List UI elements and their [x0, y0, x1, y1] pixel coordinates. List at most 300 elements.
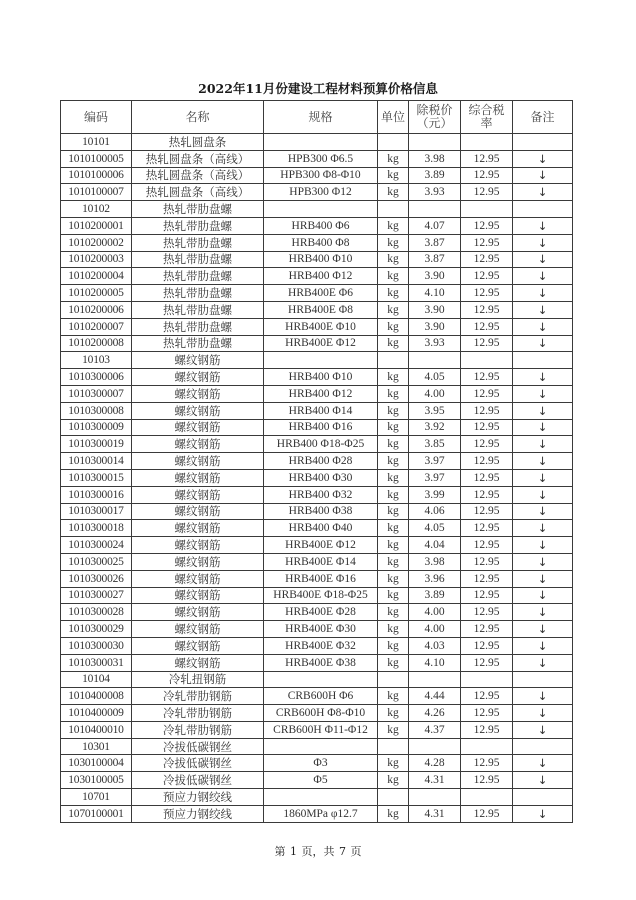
row-spec: HRB400E Φ18-Φ25	[264, 587, 378, 604]
table-row	[61, 537, 573, 554]
row-spec: HRB400E Φ14	[264, 553, 378, 570]
row-tax-rate	[461, 671, 513, 688]
row-code: 1010400009	[61, 705, 132, 722]
row-unit: kg	[378, 469, 409, 486]
down-arrow-icon: ↓	[513, 621, 573, 638]
row-code: 10301	[61, 738, 132, 755]
row-tax-rate: 12.95	[461, 604, 513, 621]
row-tax-rate: 12.95	[461, 486, 513, 503]
row-tax-rate: 12.95	[461, 772, 513, 789]
row-tax-rate: 12.95	[461, 654, 513, 671]
row-price	[409, 671, 461, 688]
category-row	[61, 789, 573, 806]
row-name: 热轧带肋盘螺	[132, 201, 264, 218]
row-price: 3.95	[409, 402, 461, 419]
row-spec: HRB400 Φ18-Φ25	[264, 436, 378, 453]
down-arrow-icon: ↓	[513, 705, 573, 722]
row-note	[513, 671, 573, 688]
row-name: 热轧带肋盘螺	[132, 234, 264, 251]
row-code: 1010300026	[61, 570, 132, 587]
row-name: 冷轧带肋钢筋	[132, 721, 264, 738]
down-arrow-icon: ↓	[513, 772, 573, 789]
row-tax-rate: 12.95	[461, 721, 513, 738]
row-note	[513, 134, 573, 151]
row-spec: HRB400 Φ38	[264, 503, 378, 520]
row-code: 1010200005	[61, 285, 132, 302]
table-row	[61, 688, 573, 705]
row-tax-rate	[461, 201, 513, 218]
row-tax-rate: 12.95	[461, 621, 513, 638]
row-name: 冷轧扭钢筋	[132, 671, 264, 688]
row-spec	[264, 789, 378, 806]
row-code: 1010200002	[61, 234, 132, 251]
row-price: 3.99	[409, 486, 461, 503]
down-arrow-icon: ↓	[513, 805, 573, 822]
row-unit: kg	[378, 285, 409, 302]
row-tax-rate: 12.95	[461, 553, 513, 570]
table-row	[61, 637, 573, 654]
row-price	[409, 134, 461, 151]
row-tax-rate: 12.95	[461, 369, 513, 386]
row-spec: HRB400 Φ14	[264, 402, 378, 419]
row-name: 冷轧带肋钢筋	[132, 705, 264, 722]
down-arrow-icon: ↓	[513, 184, 573, 201]
row-code: 1010300008	[61, 402, 132, 419]
row-code: 1010300017	[61, 503, 132, 520]
row-price: 3.89	[409, 587, 461, 604]
row-spec: HRB400 Φ32	[264, 486, 378, 503]
row-spec: HRB400E Φ32	[264, 637, 378, 654]
down-arrow-icon: ↓	[513, 453, 573, 470]
row-spec	[264, 671, 378, 688]
row-name: 冷轧带肋钢筋	[132, 688, 264, 705]
row-spec: CRB600H Φ8-Φ10	[264, 705, 378, 722]
row-name: 热轧带肋盘螺	[132, 285, 264, 302]
row-tax-rate: 12.95	[461, 268, 513, 285]
table-row	[61, 520, 573, 537]
row-code: 1010100007	[61, 184, 132, 201]
row-tax-rate: 12.95	[461, 285, 513, 302]
row-name: 螺纹钢筋	[132, 604, 264, 621]
row-unit	[378, 201, 409, 218]
row-unit: kg	[378, 419, 409, 436]
row-tax-rate: 12.95	[461, 251, 513, 268]
row-spec: HRB400E Φ12	[264, 335, 378, 352]
row-price: 4.00	[409, 604, 461, 621]
row-name: 螺纹钢筋	[132, 402, 264, 419]
table-row	[61, 805, 573, 822]
row-unit: kg	[378, 520, 409, 537]
row-code: 1010300009	[61, 419, 132, 436]
row-unit: kg	[378, 369, 409, 386]
category-row	[61, 352, 573, 369]
row-spec: Φ5	[264, 772, 378, 789]
row-name: 螺纹钢筋	[132, 469, 264, 486]
row-unit: kg	[378, 688, 409, 705]
row-spec: HRB400E Φ16	[264, 570, 378, 587]
row-name: 螺纹钢筋	[132, 385, 264, 402]
row-tax-rate: 12.95	[461, 150, 513, 167]
row-code: 1010300027	[61, 587, 132, 604]
row-name: 热轧带肋盘螺	[132, 318, 264, 335]
down-arrow-icon: ↓	[513, 537, 573, 554]
row-spec: CRB600H Φ11-Φ12	[264, 721, 378, 738]
row-note	[513, 738, 573, 755]
row-code: 10104	[61, 671, 132, 688]
row-tax-rate	[461, 134, 513, 151]
down-arrow-icon: ↓	[513, 587, 573, 604]
row-spec: HPB300 Φ8-Φ10	[264, 167, 378, 184]
row-name: 冷拔低碳钢丝	[132, 755, 264, 772]
table-row	[61, 654, 573, 671]
row-unit: kg	[378, 654, 409, 671]
row-price: 3.98	[409, 553, 461, 570]
row-spec: HRB400E Φ38	[264, 654, 378, 671]
row-unit: kg	[378, 234, 409, 251]
row-code: 1030100004	[61, 755, 132, 772]
row-tax-rate: 12.95	[461, 637, 513, 654]
row-unit: kg	[378, 453, 409, 470]
down-arrow-icon: ↓	[513, 234, 573, 251]
down-arrow-icon: ↓	[513, 369, 573, 386]
row-unit: kg	[378, 772, 409, 789]
table-row	[61, 402, 573, 419]
row-unit	[378, 134, 409, 151]
down-arrow-icon: ↓	[513, 419, 573, 436]
row-tax-rate: 12.95	[461, 184, 513, 201]
table-row	[61, 503, 573, 520]
row-spec: HRB400 Φ8	[264, 234, 378, 251]
row-name: 螺纹钢筋	[132, 419, 264, 436]
down-arrow-icon: ↓	[513, 570, 573, 587]
row-name: 螺纹钢筋	[132, 453, 264, 470]
row-code: 10701	[61, 789, 132, 806]
row-tax-rate: 12.95	[461, 520, 513, 537]
row-price: 4.04	[409, 537, 461, 554]
row-name: 螺纹钢筋	[132, 486, 264, 503]
down-arrow-icon: ↓	[513, 301, 573, 318]
table-row	[61, 604, 573, 621]
row-unit: kg	[378, 637, 409, 654]
row-spec	[264, 352, 378, 369]
row-tax-rate: 12.95	[461, 469, 513, 486]
row-spec: HRB400 Φ6	[264, 217, 378, 234]
row-spec: HRB400 Φ10	[264, 251, 378, 268]
row-unit: kg	[378, 436, 409, 453]
row-code: 1010300014	[61, 453, 132, 470]
row-unit: kg	[378, 318, 409, 335]
row-name: 热轧带肋盘螺	[132, 217, 264, 234]
down-arrow-icon: ↓	[513, 503, 573, 520]
row-tax-rate: 12.95	[461, 436, 513, 453]
row-name: 预应力钢绞线	[132, 789, 264, 806]
row-price: 4.00	[409, 621, 461, 638]
row-tax-rate: 12.95	[461, 318, 513, 335]
table-row	[61, 234, 573, 251]
row-tax-rate	[461, 738, 513, 755]
row-price: 4.37	[409, 721, 461, 738]
row-name: 热轧圆盘条（高线）	[132, 167, 264, 184]
row-tax-rate: 12.95	[461, 301, 513, 318]
table-header-row	[61, 101, 573, 134]
row-name: 螺纹钢筋	[132, 369, 264, 386]
row-name: 螺纹钢筋	[132, 587, 264, 604]
row-name: 热轧圆盘条	[132, 134, 264, 151]
row-price: 4.06	[409, 503, 461, 520]
price-table	[60, 100, 573, 823]
row-name: 螺纹钢筋	[132, 621, 264, 638]
row-code: 1010100006	[61, 167, 132, 184]
row-price: 4.07	[409, 217, 461, 234]
row-code: 1010300016	[61, 486, 132, 503]
header-spec: 规格	[264, 101, 378, 134]
header-tax: 综合税率	[461, 101, 513, 134]
row-unit: kg	[378, 402, 409, 419]
row-code: 1010300025	[61, 553, 132, 570]
row-unit: kg	[378, 217, 409, 234]
row-tax-rate: 12.95	[461, 805, 513, 822]
table-row	[61, 469, 573, 486]
row-code: 1010400010	[61, 721, 132, 738]
row-tax-rate: 12.95	[461, 705, 513, 722]
row-name: 螺纹钢筋	[132, 553, 264, 570]
row-name: 螺纹钢筋	[132, 520, 264, 537]
row-unit: kg	[378, 385, 409, 402]
down-arrow-icon: ↓	[513, 402, 573, 419]
table-row	[61, 755, 573, 772]
row-code: 1070100001	[61, 805, 132, 822]
row-tax-rate: 12.95	[461, 453, 513, 470]
row-price: 4.10	[409, 654, 461, 671]
row-unit: kg	[378, 150, 409, 167]
row-spec: HRB400 Φ10	[264, 369, 378, 386]
table-row	[61, 369, 573, 386]
table-row	[61, 621, 573, 638]
row-spec: HRB400 Φ12	[264, 268, 378, 285]
down-arrow-icon: ↓	[513, 335, 573, 352]
row-code: 1010300024	[61, 537, 132, 554]
row-price: 4.10	[409, 285, 461, 302]
row-code: 1030100005	[61, 772, 132, 789]
row-price: 4.26	[409, 705, 461, 722]
row-tax-rate	[461, 352, 513, 369]
table-row	[61, 705, 573, 722]
row-tax-rate: 12.95	[461, 167, 513, 184]
down-arrow-icon: ↓	[513, 755, 573, 772]
table-row	[61, 184, 573, 201]
row-name: 热轧带肋盘螺	[132, 251, 264, 268]
row-spec: Φ3	[264, 755, 378, 772]
row-code: 10103	[61, 352, 132, 369]
down-arrow-icon: ↓	[513, 520, 573, 537]
down-arrow-icon: ↓	[513, 436, 573, 453]
row-unit: kg	[378, 553, 409, 570]
header-note: 备注	[513, 101, 573, 134]
row-code: 1010300031	[61, 654, 132, 671]
row-unit: kg	[378, 705, 409, 722]
header-code: 编码	[61, 101, 132, 134]
row-unit	[378, 671, 409, 688]
down-arrow-icon: ↓	[513, 217, 573, 234]
table-row	[61, 301, 573, 318]
down-arrow-icon: ↓	[513, 721, 573, 738]
row-code: 1010300015	[61, 469, 132, 486]
row-name: 螺纹钢筋	[132, 436, 264, 453]
row-unit: kg	[378, 251, 409, 268]
category-row	[61, 671, 573, 688]
row-price: 4.05	[409, 520, 461, 537]
table-row	[61, 772, 573, 789]
row-price: 3.89	[409, 167, 461, 184]
down-arrow-icon: ↓	[513, 167, 573, 184]
row-code: 1010300019	[61, 436, 132, 453]
row-name: 螺纹钢筋	[132, 352, 264, 369]
row-unit: kg	[378, 805, 409, 822]
table-row	[61, 217, 573, 234]
row-name: 预应力钢绞线	[132, 805, 264, 822]
row-code: 1010200003	[61, 251, 132, 268]
row-spec: HRB400E Φ30	[264, 621, 378, 638]
row-price: 4.28	[409, 755, 461, 772]
down-arrow-icon: ↓	[513, 654, 573, 671]
row-unit: kg	[378, 268, 409, 285]
row-name: 热轧带肋盘螺	[132, 268, 264, 285]
table-row	[61, 553, 573, 570]
row-unit: kg	[378, 621, 409, 638]
row-spec: HPB300 Φ6.5	[264, 150, 378, 167]
row-code: 1010100005	[61, 150, 132, 167]
row-name: 热轧圆盘条（高线）	[132, 150, 264, 167]
row-spec	[264, 738, 378, 755]
row-tax-rate	[461, 789, 513, 806]
document-title: 2022年11月份建设工程材料预算价格信息	[198, 81, 438, 96]
row-spec	[264, 201, 378, 218]
row-name: 冷拔低碳钢丝	[132, 738, 264, 755]
row-unit	[378, 352, 409, 369]
row-name: 螺纹钢筋	[132, 654, 264, 671]
row-spec: HRB400E Φ10	[264, 318, 378, 335]
table-row	[61, 268, 573, 285]
row-spec: HRB400 Φ28	[264, 453, 378, 470]
down-arrow-icon: ↓	[513, 469, 573, 486]
row-code: 1010300018	[61, 520, 132, 537]
row-price: 4.00	[409, 385, 461, 402]
row-price: 3.90	[409, 301, 461, 318]
row-price: 3.93	[409, 335, 461, 352]
category-row	[61, 738, 573, 755]
table-body	[61, 134, 573, 823]
row-unit: kg	[378, 335, 409, 352]
down-arrow-icon: ↓	[513, 251, 573, 268]
header-unit: 单位	[378, 101, 409, 134]
row-code: 1010300028	[61, 604, 132, 621]
row-code: 1010300029	[61, 621, 132, 638]
table-row	[61, 167, 573, 184]
table-row	[61, 150, 573, 167]
row-name: 螺纹钢筋	[132, 537, 264, 554]
row-tax-rate: 12.95	[461, 587, 513, 604]
row-spec: HRB400 Φ12	[264, 385, 378, 402]
row-unit: kg	[378, 721, 409, 738]
row-price: 3.93	[409, 184, 461, 201]
row-unit: kg	[378, 184, 409, 201]
down-arrow-icon: ↓	[513, 150, 573, 167]
row-name: 热轧圆盘条（高线）	[132, 184, 264, 201]
row-unit: kg	[378, 570, 409, 587]
row-price: 3.90	[409, 268, 461, 285]
row-price: 4.03	[409, 637, 461, 654]
row-tax-rate: 12.95	[461, 503, 513, 520]
row-code: 1010200007	[61, 318, 132, 335]
row-name: 冷拔低碳钢丝	[132, 772, 264, 789]
row-tax-rate: 12.95	[461, 234, 513, 251]
row-unit: kg	[378, 587, 409, 604]
row-spec: HRB400E Φ28	[264, 604, 378, 621]
table-row	[61, 285, 573, 302]
row-spec: HRB400 Φ30	[264, 469, 378, 486]
down-arrow-icon: ↓	[513, 486, 573, 503]
row-price: 4.31	[409, 805, 461, 822]
row-price	[409, 201, 461, 218]
row-name: 螺纹钢筋	[132, 637, 264, 654]
row-unit: kg	[378, 604, 409, 621]
category-row	[61, 134, 573, 151]
row-code: 10102	[61, 201, 132, 218]
row-code: 1010300006	[61, 369, 132, 386]
row-price	[409, 789, 461, 806]
row-unit: kg	[378, 486, 409, 503]
row-code: 1010400008	[61, 688, 132, 705]
down-arrow-icon: ↓	[513, 688, 573, 705]
row-unit	[378, 738, 409, 755]
row-spec: HRB400 Φ40	[264, 520, 378, 537]
row-tax-rate: 12.95	[461, 570, 513, 587]
table-row	[61, 570, 573, 587]
row-spec	[264, 134, 378, 151]
row-price: 3.90	[409, 318, 461, 335]
row-tax-rate: 12.95	[461, 402, 513, 419]
row-spec: 1860MPa φ12.7	[264, 805, 378, 822]
table-row	[61, 318, 573, 335]
row-code: 1010200004	[61, 268, 132, 285]
row-unit: kg	[378, 301, 409, 318]
row-name: 螺纹钢筋	[132, 503, 264, 520]
row-price: 3.92	[409, 419, 461, 436]
row-price: 4.05	[409, 369, 461, 386]
row-code: 1010200006	[61, 301, 132, 318]
row-code: 10101	[61, 134, 132, 151]
row-price: 3.96	[409, 570, 461, 587]
down-arrow-icon: ↓	[513, 553, 573, 570]
table-row	[61, 251, 573, 268]
row-price: 3.97	[409, 469, 461, 486]
row-unit: kg	[378, 537, 409, 554]
row-price: 3.87	[409, 251, 461, 268]
row-price: 3.97	[409, 453, 461, 470]
row-tax-rate: 12.95	[461, 537, 513, 554]
down-arrow-icon: ↓	[513, 318, 573, 335]
row-price	[409, 352, 461, 369]
row-note	[513, 789, 573, 806]
table-row	[61, 721, 573, 738]
row-spec: HRB400E Φ8	[264, 301, 378, 318]
table-row	[61, 453, 573, 470]
row-price: 3.98	[409, 150, 461, 167]
down-arrow-icon: ↓	[513, 285, 573, 302]
table-row	[61, 587, 573, 604]
row-note	[513, 352, 573, 369]
down-arrow-icon: ↓	[513, 604, 573, 621]
